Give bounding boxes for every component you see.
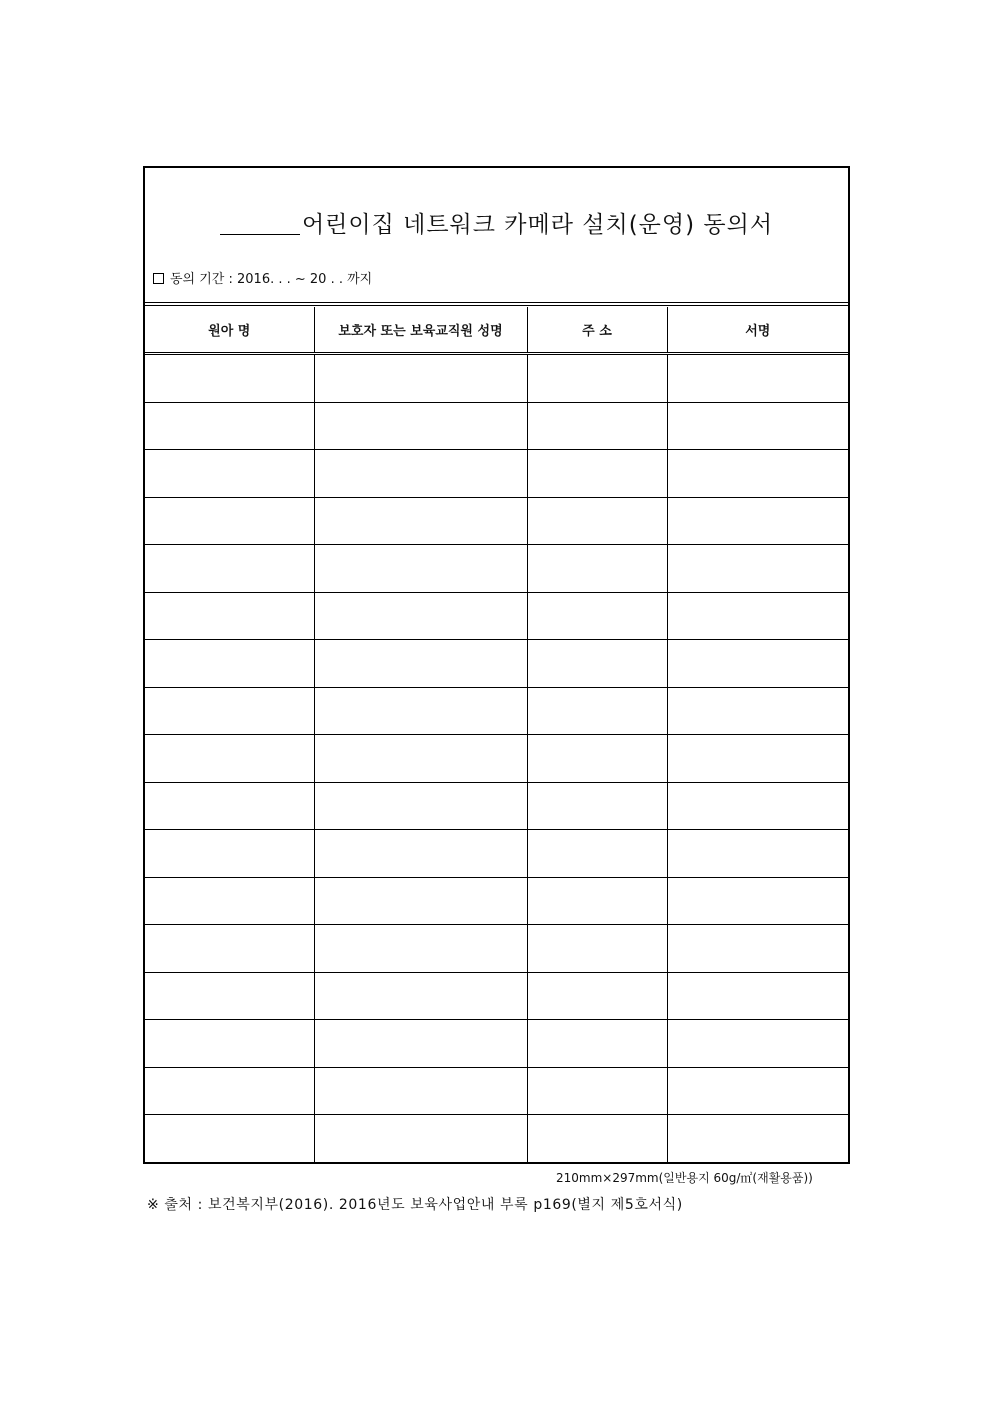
table-row xyxy=(145,402,848,450)
guardian-name-cell[interactable] xyxy=(314,1020,527,1068)
table-row xyxy=(145,1067,848,1115)
child-name-cell[interactable] xyxy=(145,1020,314,1068)
checkbox-icon[interactable] xyxy=(153,273,164,284)
child-name-cell[interactable] xyxy=(145,354,314,403)
address-cell[interactable] xyxy=(527,402,667,450)
guardian-name-cell[interactable] xyxy=(314,925,527,973)
address-cell[interactable] xyxy=(527,497,667,545)
child-name-cell[interactable] xyxy=(145,782,314,830)
signature-cell[interactable] xyxy=(667,1115,848,1162)
signature-cell[interactable] xyxy=(667,782,848,830)
address-cell[interactable] xyxy=(527,687,667,735)
child-name-cell[interactable] xyxy=(145,972,314,1020)
guardian-name-cell[interactable] xyxy=(314,1115,527,1162)
paper-size-note: 210mm×297mm(일반용지 60g/㎡(재활용품)) xyxy=(556,1171,813,1185)
child-name-cell[interactable] xyxy=(145,1115,314,1162)
signature-cell[interactable] xyxy=(667,640,848,688)
column-header-guardian-name: 보호자 또는 보육교직원 성명 xyxy=(314,307,527,354)
table-row xyxy=(145,640,848,688)
table-row xyxy=(145,1020,848,1068)
column-header-address: 주 소 xyxy=(527,307,667,354)
address-cell[interactable] xyxy=(527,354,667,403)
guardian-name-cell[interactable] xyxy=(314,972,527,1020)
table-row xyxy=(145,972,848,1020)
child-name-cell[interactable] xyxy=(145,925,314,973)
signature-cell[interactable] xyxy=(667,1020,848,1068)
header-divider-second-line xyxy=(145,305,848,306)
address-cell[interactable] xyxy=(527,925,667,973)
consent-period xyxy=(153,268,372,287)
signature-cell[interactable] xyxy=(667,497,848,545)
header-divider xyxy=(145,302,848,303)
table-row xyxy=(145,782,848,830)
address-cell[interactable] xyxy=(527,1020,667,1068)
column-header-child-name: 원아 명 xyxy=(145,307,314,354)
signature-cell[interactable] xyxy=(667,402,848,450)
child-name-cell[interactable] xyxy=(145,687,314,735)
daycare-name-blank[interactable] xyxy=(220,234,300,235)
address-cell[interactable] xyxy=(527,450,667,498)
form-title-text: 어린이집 네트워크 카메라 설치(운영) 동의서 xyxy=(301,212,774,238)
guardian-name-cell[interactable] xyxy=(314,450,527,498)
address-cell[interactable] xyxy=(527,830,667,878)
guardian-name-cell[interactable] xyxy=(314,735,527,783)
child-name-cell[interactable] xyxy=(145,545,314,593)
child-name-cell[interactable] xyxy=(145,735,314,783)
signature-cell[interactable] xyxy=(667,545,848,593)
table-row xyxy=(145,545,848,593)
signature-cell[interactable] xyxy=(667,450,848,498)
signature-cell[interactable] xyxy=(667,1067,848,1115)
address-cell[interactable] xyxy=(527,735,667,783)
signature-cell[interactable] xyxy=(667,687,848,735)
guardian-name-cell[interactable] xyxy=(314,877,527,925)
signature-cell[interactable] xyxy=(667,735,848,783)
guardian-name-cell[interactable] xyxy=(314,1067,527,1115)
table-row xyxy=(145,592,848,640)
source-note: ※ 출처 : 보건복지부(2016). 2016년도 보육사업안내 부록 p169(별지 제5호서식) xyxy=(147,1197,683,1213)
signature-cell[interactable] xyxy=(667,925,848,973)
child-name-cell[interactable] xyxy=(145,1067,314,1115)
guardian-name-cell[interactable] xyxy=(314,545,527,593)
child-name-cell[interactable] xyxy=(145,830,314,878)
table-row xyxy=(145,1115,848,1162)
child-name-cell[interactable] xyxy=(145,640,314,688)
guardian-name-cell[interactable] xyxy=(314,354,527,403)
address-cell[interactable] xyxy=(527,782,667,830)
form-title xyxy=(145,206,848,239)
guardian-name-cell[interactable] xyxy=(314,497,527,545)
guardian-name-cell[interactable] xyxy=(314,782,527,830)
guardian-name-cell[interactable] xyxy=(314,640,527,688)
address-cell[interactable] xyxy=(527,877,667,925)
address-cell[interactable] xyxy=(527,1115,667,1162)
guardian-name-cell[interactable] xyxy=(314,592,527,640)
signature-cell[interactable] xyxy=(667,592,848,640)
address-cell[interactable] xyxy=(527,640,667,688)
consent-period-text: 동의 기간 : 2016. . . ~ 20 . . 까지 xyxy=(170,272,373,287)
address-cell[interactable] xyxy=(527,592,667,640)
child-name-cell[interactable] xyxy=(145,877,314,925)
guardian-name-cell[interactable] xyxy=(314,687,527,735)
guardian-name-cell[interactable] xyxy=(314,830,527,878)
table-row xyxy=(145,450,848,498)
table-header-row xyxy=(145,307,848,354)
column-header-signature: 서명 xyxy=(667,307,848,354)
table-row xyxy=(145,687,848,735)
child-name-cell[interactable] xyxy=(145,450,314,498)
child-name-cell[interactable] xyxy=(145,592,314,640)
address-cell[interactable] xyxy=(527,1067,667,1115)
consent-form xyxy=(143,166,850,1164)
table-row xyxy=(145,735,848,783)
signature-cell[interactable] xyxy=(667,877,848,925)
table-row xyxy=(145,877,848,925)
form-header xyxy=(145,168,848,303)
table-row xyxy=(145,925,848,973)
table-row xyxy=(145,497,848,545)
table-row xyxy=(145,830,848,878)
consent-table xyxy=(145,307,848,1162)
table-row xyxy=(145,354,848,403)
guardian-name-cell[interactable] xyxy=(314,402,527,450)
signature-cell[interactable] xyxy=(667,972,848,1020)
signature-cell[interactable] xyxy=(667,830,848,878)
signature-cell[interactable] xyxy=(667,354,848,403)
child-name-cell[interactable] xyxy=(145,402,314,450)
address-cell[interactable] xyxy=(527,972,667,1020)
address-cell[interactable] xyxy=(527,545,667,593)
child-name-cell[interactable] xyxy=(145,497,314,545)
